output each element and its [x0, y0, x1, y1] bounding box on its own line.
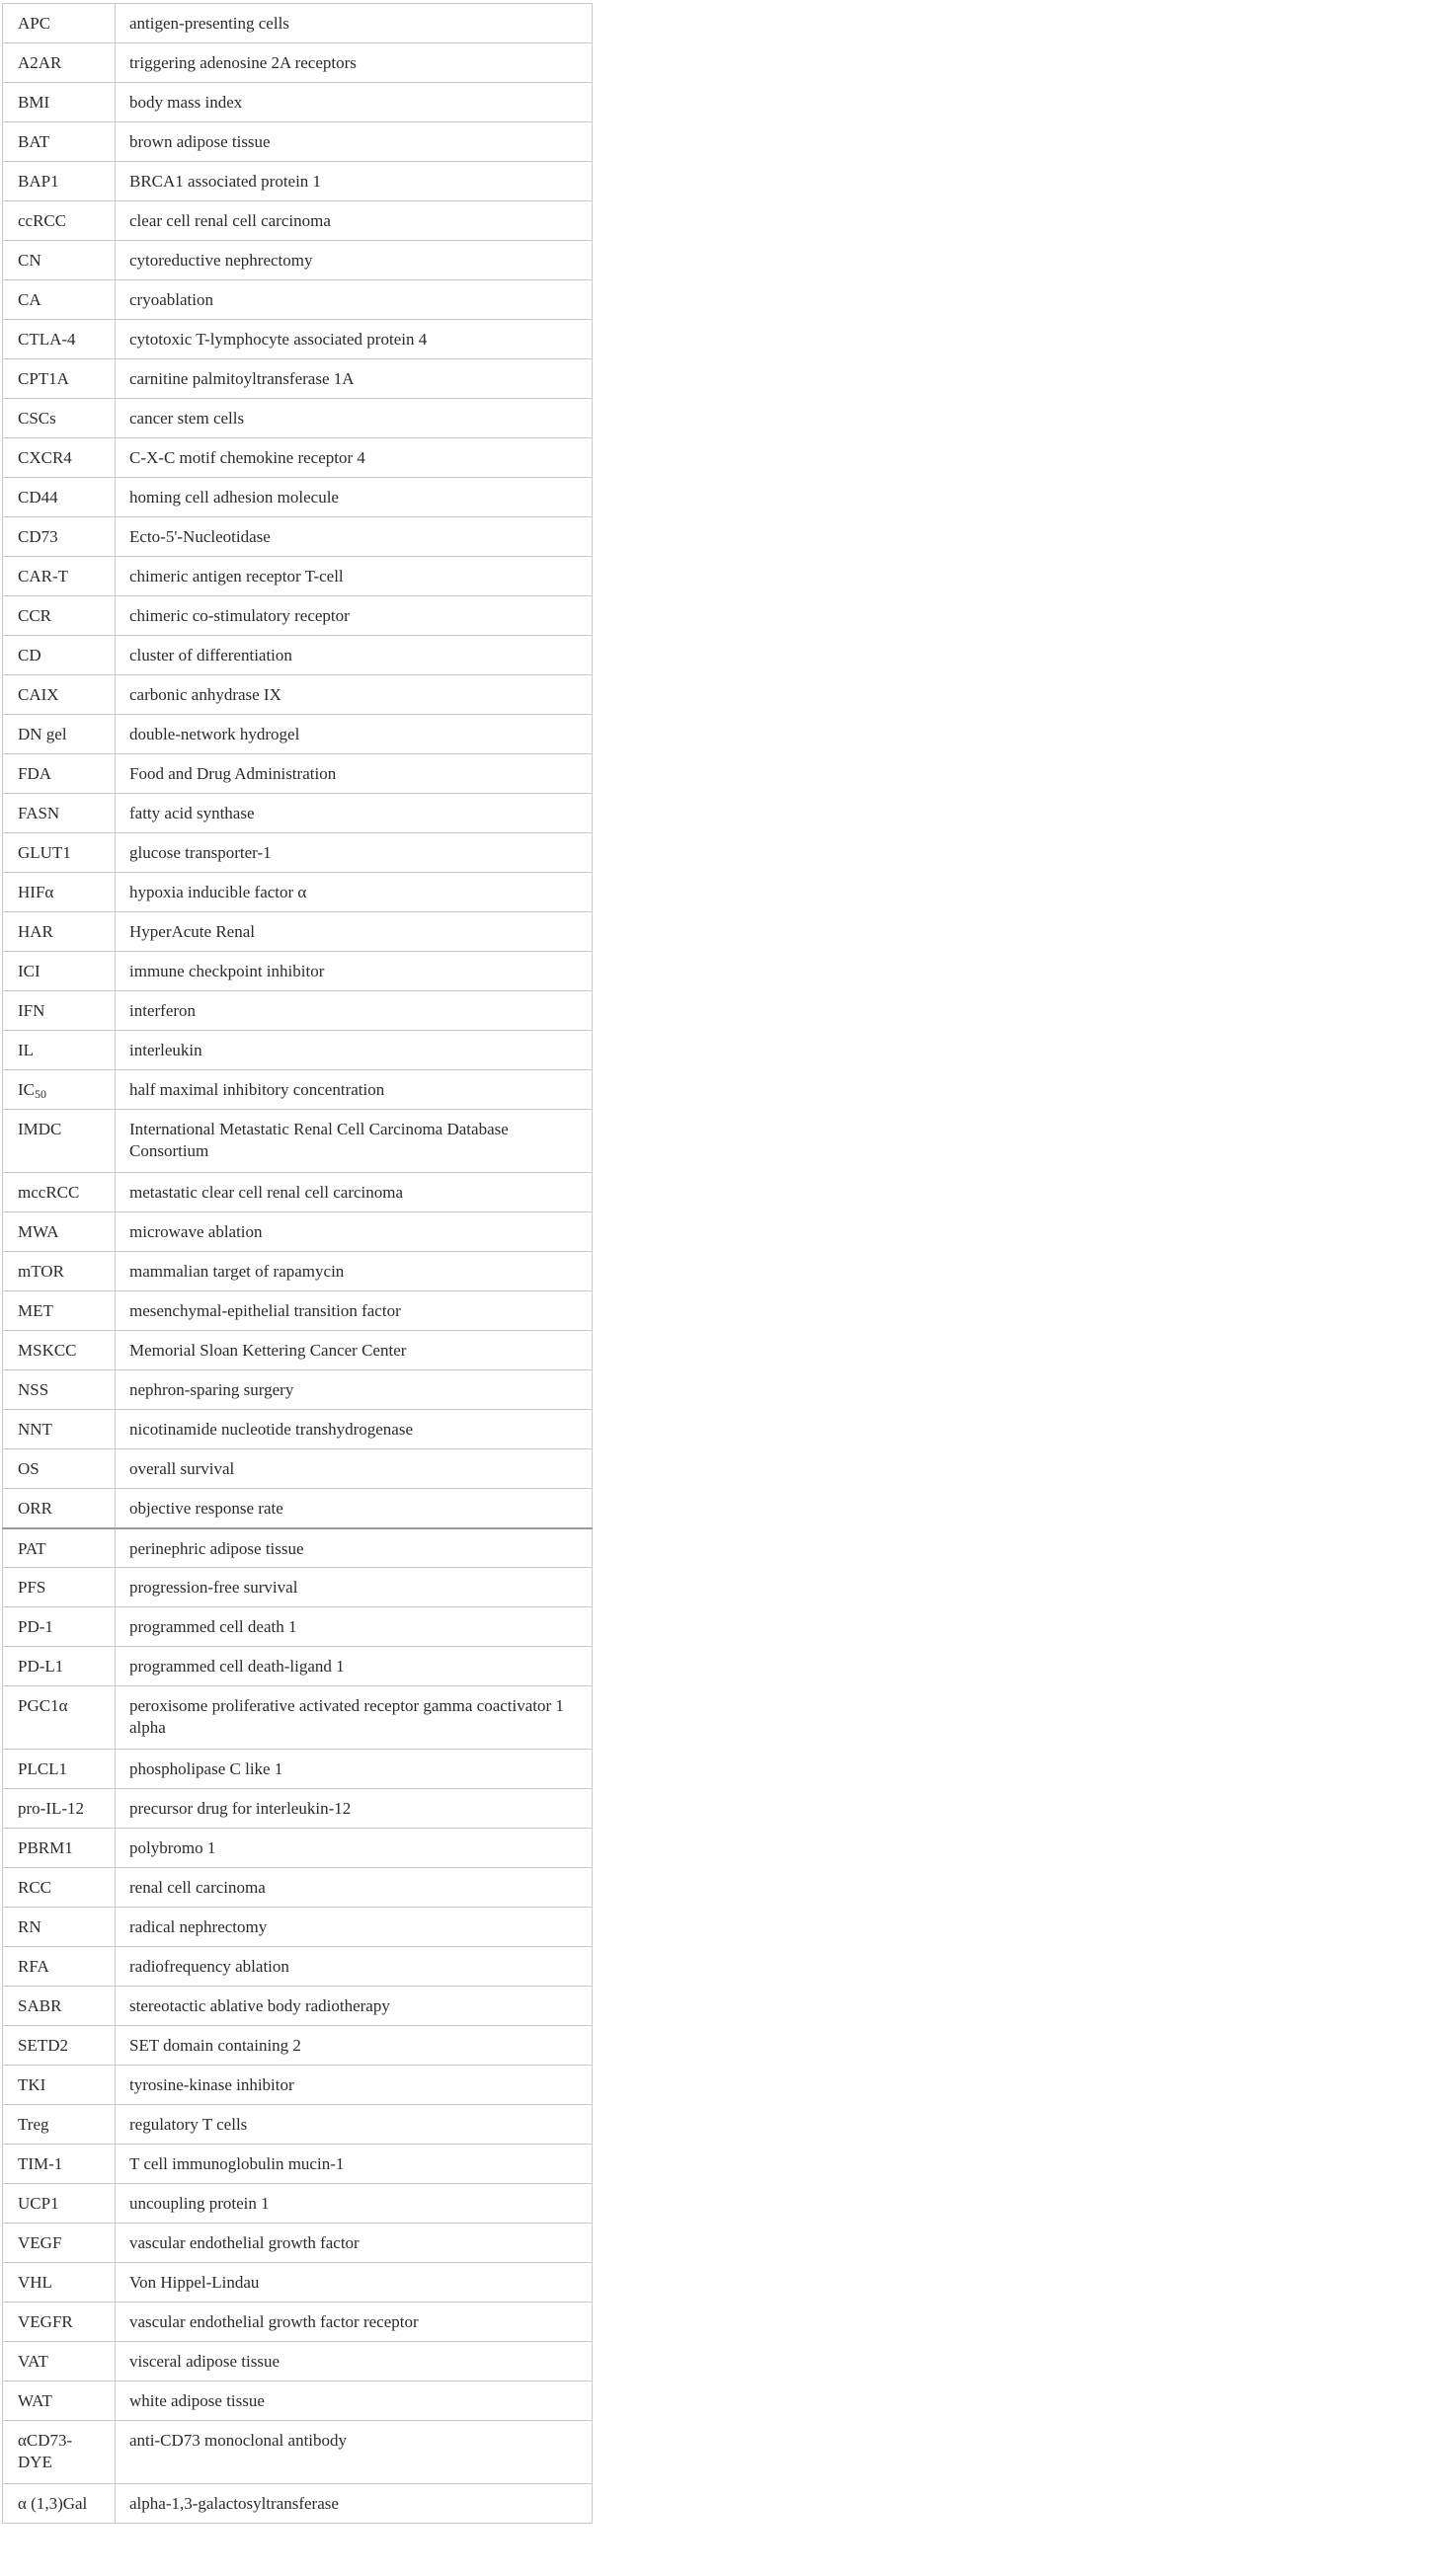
table-row — [3, 1173, 593, 1212]
abbreviation-term-text: DN gel — [18, 725, 67, 743]
table-row — [3, 1370, 593, 1410]
abbreviation-definition: immune checkpoint inhibitor — [116, 952, 593, 991]
abbreviation-term-text: VEGF — [18, 2233, 62, 2252]
abbreviation-definition: phospholipase C like 1 — [116, 1750, 593, 1789]
abbreviation-term-text: IC — [18, 1080, 35, 1099]
table-row — [3, 2484, 593, 2524]
abbreviation-definition: renal cell carcinoma — [116, 1868, 593, 1908]
abbreviation-term — [3, 2145, 116, 2184]
table-row — [3, 754, 593, 794]
table-row — [3, 1868, 593, 1908]
abbreviation-definition: radiofrequency ablation — [116, 1947, 593, 1987]
abbreviation-term — [3, 1252, 116, 1291]
abbreviation-term — [3, 636, 116, 675]
abbreviation-definition: Ecto-5'-Nucleotidase — [116, 517, 593, 557]
table-row — [3, 1331, 593, 1370]
table-row — [3, 596, 593, 636]
table-row — [3, 1212, 593, 1252]
table-row — [3, 399, 593, 438]
table-row — [3, 1291, 593, 1331]
abbreviation-term — [3, 2381, 116, 2421]
abbreviation-term-text: mccRCC — [18, 1183, 80, 1202]
abbreviation-term — [3, 715, 116, 754]
abbreviation-term-text: αCD73-DYE — [18, 2431, 73, 2471]
abbreviation-term — [3, 83, 116, 122]
table-row — [3, 873, 593, 912]
abbreviation-term-text: CD44 — [18, 488, 58, 507]
abbreviation-term-text: FASN — [18, 804, 60, 822]
table-row — [3, 794, 593, 833]
abbreviation-term — [3, 1789, 116, 1829]
abbreviation-definition: half maximal inhibitory concentration — [116, 1070, 593, 1110]
abbreviation-term — [3, 1868, 116, 1908]
table-row — [3, 4, 593, 43]
abbreviation-term — [3, 1031, 116, 1070]
abbreviation-term-text: OS — [18, 1459, 40, 1478]
abbreviation-term — [3, 478, 116, 517]
abbreviation-term — [3, 1173, 116, 1212]
abbreviations-table-body — [3, 4, 593, 2524]
abbreviation-term — [3, 359, 116, 399]
abbreviation-term-text: CXCR4 — [18, 448, 72, 467]
abbreviation-definition: glucose transporter-1 — [116, 833, 593, 873]
abbreviation-term-subscript: 50 — [35, 1087, 46, 1101]
abbreviation-term-text: pro-IL-12 — [18, 1799, 85, 1818]
abbreviation-definition: microwave ablation — [116, 1212, 593, 1252]
abbreviation-term — [3, 2026, 116, 2066]
abbreviation-term-text: FDA — [18, 764, 52, 783]
table-row — [3, 201, 593, 241]
table-row — [3, 2421, 593, 2484]
abbreviation-definition: carbonic anhydrase IX — [116, 675, 593, 715]
abbreviation-definition: SET domain containing 2 — [116, 2026, 593, 2066]
abbreviation-term — [3, 399, 116, 438]
abbreviation-definition: BRCA1 associated protein 1 — [116, 162, 593, 201]
abbreviation-term-text: TIM-1 — [18, 2154, 63, 2173]
abbreviation-term-text: VEGFR — [18, 2312, 73, 2331]
abbreviation-definition: double-network hydrogel — [116, 715, 593, 754]
abbreviation-term — [3, 2421, 116, 2484]
abbreviation-term-text: RN — [18, 1917, 41, 1936]
abbreviation-term — [3, 2263, 116, 2303]
table-row — [3, 1987, 593, 2026]
table-row — [3, 438, 593, 478]
abbreviation-definition: interleukin — [116, 1031, 593, 1070]
abbreviation-term — [3, 517, 116, 557]
table-row — [3, 1568, 593, 1607]
abbreviation-term — [3, 1291, 116, 1331]
table-row — [3, 1252, 593, 1291]
abbreviation-definition: cancer stem cells — [116, 399, 593, 438]
abbreviation-term — [3, 991, 116, 1031]
table-row — [3, 912, 593, 952]
table-row — [3, 320, 593, 359]
table-row — [3, 241, 593, 280]
abbreviation-definition: International Metastatic Renal Cell Carcinoma Database Consortium — [116, 1110, 593, 1173]
table-row — [3, 1110, 593, 1173]
abbreviation-definition: nicotinamide nucleotide transhydrogenase — [116, 1410, 593, 1449]
abbreviation-term-text: PLCL1 — [18, 1759, 68, 1778]
abbreviation-definition: nephron-sparing surgery — [116, 1370, 593, 1410]
table-row — [3, 557, 593, 596]
abbreviation-definition: antigen-presenting cells — [116, 4, 593, 43]
abbreviation-definition: metastatic clear cell renal cell carcinoma — [116, 1173, 593, 1212]
table-row — [3, 2224, 593, 2263]
abbreviation-term-text: CTLA-4 — [18, 330, 76, 349]
abbreviation-definition: clear cell renal cell carcinoma — [116, 201, 593, 241]
abbreviation-definition: radical nephrectomy — [116, 1908, 593, 1947]
table-row — [3, 478, 593, 517]
table-row — [3, 1750, 593, 1789]
abbreviation-term-text: ccRCC — [18, 211, 67, 230]
abbreviation-definition: vascular endothelial growth factor — [116, 2224, 593, 2263]
abbreviation-definition: objective response rate — [116, 1489, 593, 1528]
abbreviation-term — [3, 1947, 116, 1987]
abbreviation-term — [3, 557, 116, 596]
abbreviation-definition: fatty acid synthase — [116, 794, 593, 833]
abbreviation-term — [3, 1331, 116, 1370]
abbreviation-term — [3, 1212, 116, 1252]
table-row — [3, 2303, 593, 2342]
abbreviation-term-text: MET — [18, 1301, 53, 1320]
abbreviation-definition: uncoupling protein 1 — [116, 2184, 593, 2224]
abbreviation-term-text: CN — [18, 251, 41, 270]
abbreviation-term-text: MWA — [18, 1222, 59, 1241]
abbreviation-definition: HyperAcute Renal — [116, 912, 593, 952]
abbreviation-term — [3, 873, 116, 912]
table-row — [3, 83, 593, 122]
abbreviation-definition: programmed cell death 1 — [116, 1607, 593, 1647]
table-row — [3, 636, 593, 675]
abbreviation-term — [3, 1410, 116, 1449]
abbreviation-term-text: HAR — [18, 922, 53, 941]
table-row — [3, 2145, 593, 2184]
table-row — [3, 1489, 593, 1528]
abbreviation-term-text: mTOR — [18, 1262, 64, 1281]
abbreviation-term-text: RFA — [18, 1957, 49, 1976]
abbreviation-term — [3, 2105, 116, 2145]
abbreviation-term-text: PD-L1 — [18, 1657, 64, 1676]
abbreviation-term-text: RCC — [18, 1878, 52, 1897]
table-row — [3, 2105, 593, 2145]
abbreviation-term — [3, 754, 116, 794]
abbreviation-definition: C-X-C motif chemokine receptor 4 — [116, 438, 593, 478]
abbreviation-definition: triggering adenosine 2A receptors — [116, 43, 593, 83]
abbreviation-term-text: ICI — [18, 962, 40, 980]
abbreviation-term — [3, 1489, 116, 1528]
abbreviation-term-text: CAIX — [18, 685, 59, 704]
abbreviation-definition: cluster of differentiation — [116, 636, 593, 675]
table-row — [3, 2263, 593, 2303]
abbreviation-definition: carnitine palmitoyltransferase 1A — [116, 359, 593, 399]
abbreviation-term-text: PD-1 — [18, 1617, 53, 1636]
abbreviation-term — [3, 280, 116, 320]
table-row — [3, 1829, 593, 1868]
abbreviation-term — [3, 162, 116, 201]
abbreviation-term-text: GLUT1 — [18, 843, 71, 862]
abbreviation-term-text: PGC1α — [18, 1696, 68, 1715]
table-row — [3, 2026, 593, 2066]
table-row — [3, 833, 593, 873]
table-row — [3, 675, 593, 715]
table-row — [3, 1070, 593, 1110]
table-row — [3, 2342, 593, 2381]
abbreviation-definition: mesenchymal-epithelial transition factor — [116, 1291, 593, 1331]
abbreviation-definition: peroxisome proliferative activated receptor gamma coactivator 1 alpha — [116, 1686, 593, 1750]
abbreviation-term-text: PFS — [18, 1578, 46, 1597]
abbreviation-term-text: APC — [18, 14, 51, 33]
abbreviation-term — [3, 596, 116, 636]
abbreviation-definition: mammalian target of rapamycin — [116, 1252, 593, 1291]
abbreviation-definition: T cell immunoglobulin mucin-1 — [116, 2145, 593, 2184]
abbreviation-term — [3, 1070, 116, 1110]
abbreviation-definition: chimeric co-stimulatory receptor — [116, 596, 593, 636]
abbreviation-term — [3, 1829, 116, 1868]
abbreviation-term-text: NSS — [18, 1380, 49, 1399]
table-row — [3, 715, 593, 754]
table-row — [3, 1528, 593, 1568]
abbreviation-term — [3, 1568, 116, 1607]
abbreviation-term-text: ORR — [18, 1499, 52, 1518]
abbreviation-term-text: CAR-T — [18, 567, 68, 585]
abbreviation-term-text: IL — [18, 1041, 35, 1059]
abbreviation-term — [3, 2184, 116, 2224]
abbreviations-table — [2, 3, 593, 2524]
abbreviation-term — [3, 912, 116, 952]
abbreviation-term — [3, 241, 116, 280]
abbreviation-term — [3, 320, 116, 359]
abbreviation-term — [3, 4, 116, 43]
abbreviation-term-text: CA — [18, 290, 41, 309]
abbreviation-definition: polybromo 1 — [116, 1829, 593, 1868]
table-row — [3, 122, 593, 162]
abbreviation-term-text: CSCs — [18, 409, 56, 428]
table-row — [3, 1607, 593, 1647]
table-row — [3, 517, 593, 557]
table-row — [3, 162, 593, 201]
abbreviation-term-text: CPT1A — [18, 369, 69, 388]
abbreviation-term — [3, 952, 116, 991]
abbreviation-term-text: MSKCC — [18, 1341, 77, 1360]
abbreviation-definition: vascular endothelial growth factor receptor — [116, 2303, 593, 2342]
abbreviation-term-text: WAT — [18, 2391, 52, 2410]
abbreviation-term — [3, 2066, 116, 2105]
abbreviation-term-text: VAT — [18, 2352, 48, 2371]
abbreviation-definition: cytoreductive nephrectomy — [116, 241, 593, 280]
abbreviation-term — [3, 1686, 116, 1750]
table-row — [3, 991, 593, 1031]
abbreviation-term-text: HIFα — [18, 883, 54, 901]
abbreviation-definition: tyrosine-kinase inhibitor — [116, 2066, 593, 2105]
abbreviation-term-text: SETD2 — [18, 2036, 68, 2055]
abbreviation-definition: interferon — [116, 991, 593, 1031]
abbreviation-term — [3, 1987, 116, 2026]
abbreviation-term — [3, 43, 116, 83]
abbreviation-definition: overall survival — [116, 1449, 593, 1489]
abbreviation-term-text: VHL — [18, 2273, 52, 2292]
abbreviation-term-text: BAT — [18, 132, 50, 151]
abbreviation-term — [3, 1750, 116, 1789]
table-row — [3, 2381, 593, 2421]
abbreviation-definition: alpha-1,3-galactosyltransferase — [116, 2484, 593, 2524]
abbreviation-term — [3, 1908, 116, 1947]
table-row — [3, 1686, 593, 1750]
abbreviation-term-text: PAT — [18, 1538, 46, 1558]
abbreviation-term — [3, 1647, 116, 1686]
abbreviation-term — [3, 201, 116, 241]
abbreviation-term-text: CCR — [18, 606, 52, 625]
abbreviation-term — [3, 122, 116, 162]
abbreviation-term — [3, 438, 116, 478]
abbreviation-term — [3, 1607, 116, 1647]
abbreviation-definition: stereotactic ablative body radiotherapy — [116, 1987, 593, 2026]
table-row — [3, 1647, 593, 1686]
abbreviation-definition: Food and Drug Administration — [116, 754, 593, 794]
abbreviation-term-text: SABR — [18, 1996, 62, 2015]
abbreviation-term-text: IMDC — [18, 1120, 62, 1138]
abbreviation-definition: anti-CD73 monoclonal antibody — [116, 2421, 593, 2484]
abbreviation-definition: perinephric adipose tissue — [116, 1528, 593, 1568]
abbreviation-definition: visceral adipose tissue — [116, 2342, 593, 2381]
abbreviation-term-text: CD73 — [18, 527, 58, 546]
abbreviation-term — [3, 2224, 116, 2263]
table-row — [3, 1031, 593, 1070]
abbreviation-term-text: Treg — [18, 2115, 49, 2134]
table-row — [3, 1410, 593, 1449]
table-row — [3, 359, 593, 399]
abbreviation-definition: precursor drug for interleukin-12 — [116, 1789, 593, 1829]
abbreviation-term — [3, 833, 116, 873]
abbreviation-term — [3, 794, 116, 833]
abbreviation-term — [3, 2484, 116, 2524]
abbreviation-definition: chimeric antigen receptor T-cell — [116, 557, 593, 596]
abbreviation-term — [3, 2303, 116, 2342]
abbreviation-definition: cryoablation — [116, 280, 593, 320]
abbreviation-definition: brown adipose tissue — [116, 122, 593, 162]
abbreviation-definition: cytotoxic T-lymphocyte associated protein 4 — [116, 320, 593, 359]
abbreviation-definition: Memorial Sloan Kettering Cancer Center — [116, 1331, 593, 1370]
table-row — [3, 2066, 593, 2105]
abbreviation-term-text: PBRM1 — [18, 1838, 73, 1857]
abbreviation-definition: progression-free survival — [116, 1568, 593, 1607]
abbreviation-term — [3, 1449, 116, 1489]
abbreviation-definition: programmed cell death-ligand 1 — [116, 1647, 593, 1686]
abbreviation-term — [3, 2342, 116, 2381]
table-row — [3, 43, 593, 83]
abbreviation-term-text: IFN — [18, 1001, 45, 1020]
abbreviation-definition: hypoxia inducible factor α — [116, 873, 593, 912]
table-row — [3, 952, 593, 991]
abbreviation-term-text: BAP1 — [18, 172, 59, 191]
abbreviation-definition: body mass index — [116, 83, 593, 122]
abbreviation-term — [3, 1528, 116, 1568]
abbreviation-definition: homing cell adhesion molecule — [116, 478, 593, 517]
table-row — [3, 1947, 593, 1987]
abbreviation-term-text: A2AR — [18, 53, 62, 72]
abbreviation-definition: regulatory T cells — [116, 2105, 593, 2145]
abbreviation-term-text: NNT — [18, 1420, 52, 1439]
table-row — [3, 280, 593, 320]
abbreviation-term — [3, 675, 116, 715]
abbreviation-term-text: α (1,3)Gal — [18, 2494, 88, 2513]
table-row — [3, 2184, 593, 2224]
abbreviation-definition: white adipose tissue — [116, 2381, 593, 2421]
table-row — [3, 1449, 593, 1489]
abbreviation-term — [3, 1110, 116, 1173]
abbreviation-term-text: CD — [18, 646, 41, 664]
abbreviation-term-text: UCP1 — [18, 2194, 59, 2213]
abbreviation-term-text: TKI — [18, 2075, 46, 2094]
table-row — [3, 1908, 593, 1947]
table-row — [3, 1789, 593, 1829]
abbreviation-term — [3, 1370, 116, 1410]
abbreviation-definition: Von Hippel-Lindau — [116, 2263, 593, 2303]
abbreviation-term-text: BMI — [18, 93, 50, 112]
